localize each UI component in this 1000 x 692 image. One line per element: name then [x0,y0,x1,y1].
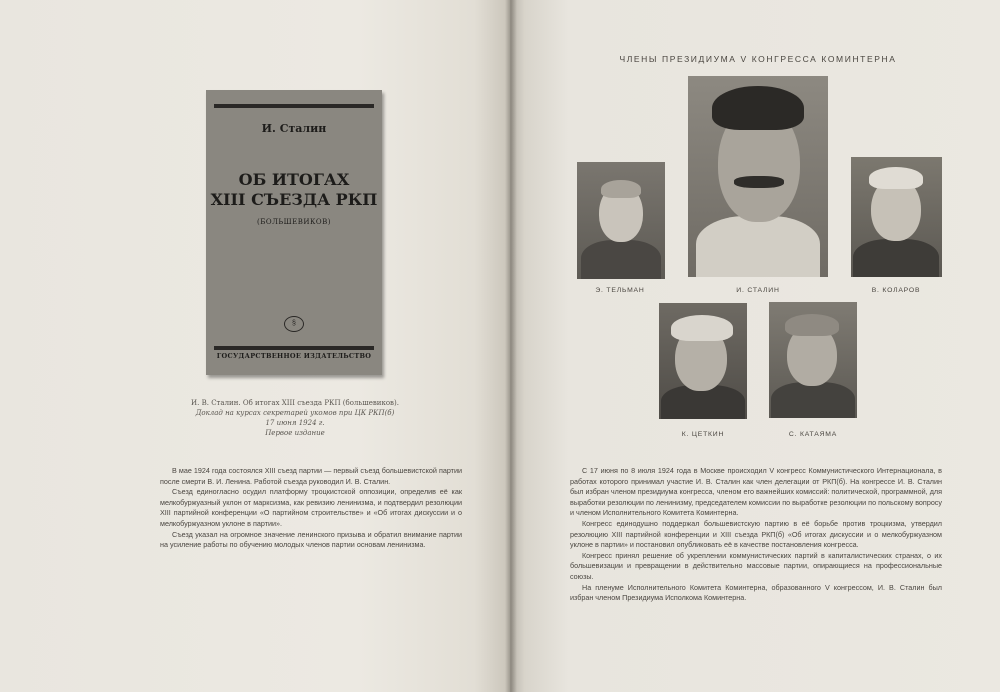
cover-caption-line2: Доклад на курсах секретарей укомов при ЦК РКП(б) [195,409,395,417]
left-paragraph-2: Съезд единогласно осудил платформу троцкистской оппозиции, определив её как мелкобуржуазный уклон от марксизма, как ревизию ленинизма, и подтвердил резолюции XIII партийной конференции «О партийном строительстве» и «Об итогах дискуссии и о мелкобуржуазном уклоне в партии». [160,487,462,528]
cover-caption-line3: 17 июня 1924 г. [265,419,325,427]
right-paragraph-4: На пленуме Исполнительного Комитета Коминтерна, образованного V конгрессом, И. В. Сталин был избран членом Президиума Исполкома Коминтерна. [570,582,942,603]
left-paragraph-3: Съезд указал на огромное значение ленинского призыва и обратил внимание партии на усиление работы по обучению молодых членов партии основам ленинизма. [160,529,462,550]
book-cover-photo [206,90,382,375]
portrait-stalin [688,76,828,277]
cover-caption-line1: И. В. Сталин. Об итогах XIII съезда РКП (большевиков). [191,399,399,407]
portrait-thalmann [577,162,665,279]
cover-title-line2: XIII СЪЕЗДА РКП [210,190,378,209]
portrait-katayama-name: С. КАТАЯМА [788,431,838,438]
portrait-stalin-name: И. СТАЛИН [736,287,780,294]
cover-title [206,170,382,210]
portrait-zetkin [659,303,747,419]
cover-author: И. Сталин [261,122,327,135]
portrait-kolarov [851,157,942,277]
cover-caption-line4: Первое издание [265,429,325,437]
right-paragraph-1: С 17 июня по 8 июля 1924 года в Москве происходил V конгресс Коммунистического Интернационала, в работах которого принимал участие И. В. Сталин как член делегации от РКП(б). На конгрессе И. В. Сталин был избран членом президиума конгресса, членом его важнейших комиссий: политической, программной, для выработки резолюции по ленинизму, председателем комиссии по выработке резолюции по польскому вопросу и членом Исполнительного Комитета Коминтерна. [570,466,942,518]
cover-publisher: ГОСУДАРСТВЕННОЕ ИЗДАТЕЛЬСТВО [216,352,372,360]
right-paragraph-2: Конгресс единодушно поддержал большевистскую партию в её борьбе против троцкизма, утвердил резолюцию XIII партийной конференции и XIII съезда РКП(б) «Об итогах дискуссии и о мелкобуржуазном уклоне в партии» и постановил опубликовать её в качестве постановления конгресса. [570,518,942,550]
portrait-zetkin-name: К. ЦЕТКИН [681,431,725,438]
cover-top-rule [214,104,374,108]
cover-caption [190,398,400,438]
cover-title-line1: ОБ ИТОГАХ [238,170,350,189]
portrait-kolarov-name: В. КОЛАРОВ [871,287,921,294]
left-paragraph-1: В мае 1924 года состоялся XIII съезд партии — первый съезд большевистской партии после смерти В. И. Ленина. Работой съезда руководил И. В. Сталин. [160,466,462,486]
left-body-text [160,466,462,551]
cover-subtitle: (БОЛЬШЕВИКОВ) [256,218,332,226]
publisher-logo-icon: § [284,316,304,332]
portrait-katayama [769,302,857,418]
cover-bottom-rule [214,346,374,350]
right-body-text [570,466,942,604]
book-gutter [505,0,517,692]
right-page-heading: ЧЛЕНЫ ПРЕЗИДИУМА V КОНГРЕССА КОМИНТЕРНА [619,54,897,64]
right-paragraph-3: Конгресс принял решение об укреплении коммунистических партий в капиталистических странах, о их большевизации и превращении в действительно массовые партии, опирающиеся на профессиональные союзы. [570,550,942,581]
portrait-thalmann-name: Э. ТЕЛЬМАН [595,287,645,294]
